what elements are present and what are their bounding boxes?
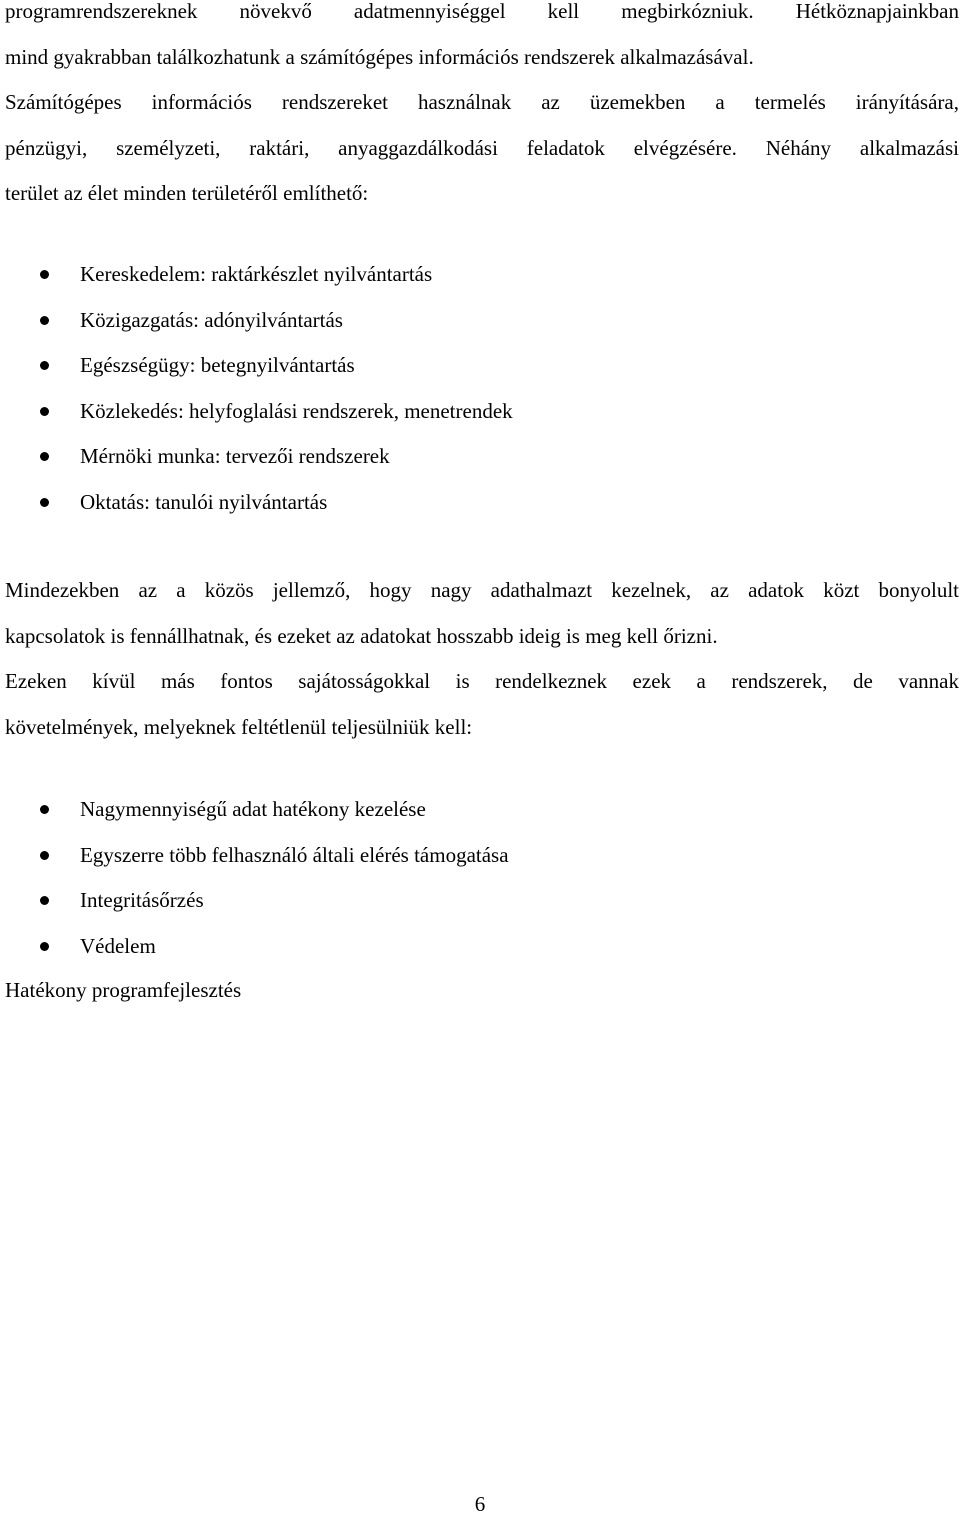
list-item <box>0 924 509 970</box>
list-item-text: Közigazgatás: adónyilvántartás <box>80 307 343 332</box>
requirements-list <box>0 787 509 969</box>
bullet-icon <box>40 316 49 325</box>
list-item-text: Oktatás: tanulói nyilvántartás <box>80 489 328 514</box>
paragraph-line: kapcsolatok is fennállhatnak, és ezeket az adatokat hosszabb ideig is meg kell őrizni. <box>5 623 718 648</box>
paragraph-line: Mindezekben az a közös jellemző, hogy nagy adathalmazt kezelnek, az adatok közt bonyolult <box>5 578 959 602</box>
list-item <box>0 252 513 298</box>
list-item <box>0 298 513 344</box>
list-item <box>0 343 513 389</box>
application-areas-list <box>0 252 513 525</box>
paragraph-line: mind gyakrabban találkozhatunk a számítógépes információs rendszerek alkalmazásával. <box>5 44 754 69</box>
list-item-text: Kereskedelem: raktárkészlet nyilvántartás <box>80 262 433 286</box>
list-item <box>0 787 509 833</box>
list-item <box>0 878 509 924</box>
paragraph-line: Számítógépes információs rendszereket használnak az üzemekben a termelés irányítására, <box>5 90 959 114</box>
paragraph-line: Ezeken kívül más fontos sajátosságokkal is rendelkeznek ezek a rendszerek, de vannak <box>5 669 959 693</box>
paragraph-line: pénzügyi, személyzeti, raktári, anyaggazdálkodási feladatok elvégzésére. Néhány alkalmazási <box>5 135 959 160</box>
bullet-icon <box>40 896 49 905</box>
bullet-icon <box>40 270 49 279</box>
list-item <box>0 389 513 435</box>
list-item-text: Egészségügy: betegnyilvántartás <box>80 353 355 377</box>
bullet-icon <box>40 498 49 507</box>
paragraph-intro <box>5 0 959 217</box>
list-item-text: Védelem <box>80 933 156 958</box>
bullet-icon <box>40 942 49 951</box>
list-item <box>0 480 513 526</box>
paragraph-line: programrendszereknek növekvő adatmennyiséggel kell megbirkózniuk. Hétköznapjainkban <box>5 0 959 23</box>
bullet-icon <box>40 407 49 416</box>
paragraph-line: terület az élet minden területéről említhető: <box>5 181 369 205</box>
list-item-text: Közlekedés: helyfoglalási rendszerek, menetrendek <box>80 398 513 423</box>
paragraph-common-traits <box>5 568 959 750</box>
list-item-text: Mérnöki munka: tervezői rendszerek <box>80 444 390 468</box>
list-item-text: Egyszerre több felhasználó általi elérés támogatása <box>80 842 509 867</box>
section-heading: Hatékony programfejlesztés <box>5 978 242 1002</box>
list-item-text: Integritásőrzés <box>80 888 204 912</box>
list-item-text: Nagymennyiségű adat hatékony kezelése <box>80 797 426 821</box>
bullet-icon <box>40 851 49 860</box>
bullet-icon <box>40 361 49 370</box>
bullet-icon <box>40 805 49 814</box>
page-number: 6 <box>474 1492 486 1516</box>
list-item <box>0 833 509 879</box>
bullet-icon <box>40 452 49 461</box>
paragraph-line: követelmények, melyeknek feltétlenül teljesülniük kell: <box>5 714 473 739</box>
list-item <box>0 434 513 480</box>
